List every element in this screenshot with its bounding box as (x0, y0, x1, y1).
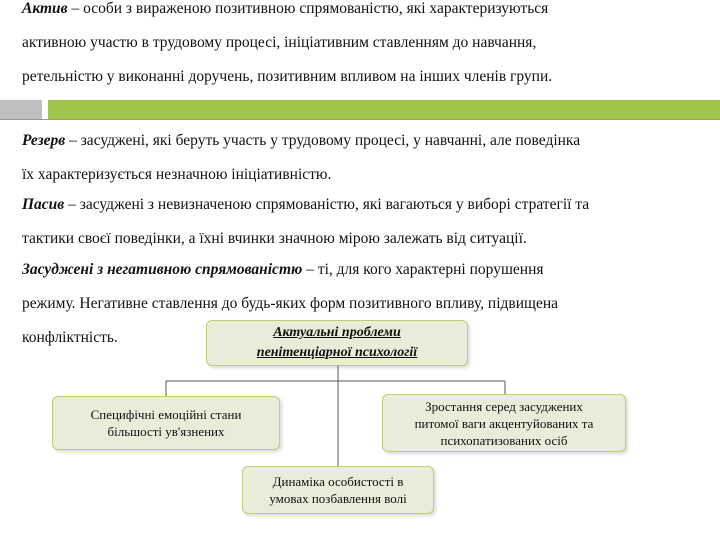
text-line: конфліктність. (22, 329, 118, 346)
text-line: – ті, для кого характерні порушення (306, 261, 544, 278)
text-line: – засуджені з невизначеною спрямованістю, які вагаються у виборі стратегії та (68, 196, 590, 213)
term-aktyv: Актив (22, 0, 68, 17)
box-text-line: питомої ваги акцентуйованих та (414, 415, 594, 431)
box-text-line: умовах позбавлення волі (269, 491, 407, 506)
term-pasyv: Пасив (22, 196, 65, 213)
text-line: режиму. Негативне ставлення до будь-яких форм позитивного впливу, підвищена (22, 295, 559, 312)
diagram-box-accentuated (382, 394, 626, 452)
diagram-title-line: Актуальні проблеми (273, 325, 401, 340)
diagram-box-personality-dynamics (242, 466, 434, 514)
box-text-line: Зростання серед засуджених (425, 398, 583, 414)
text-line: тактики своєї поведінки, а їхні вчинки значною мірою залежать від ситуації. (22, 230, 527, 247)
box-text-line: психопатизованих осіб (440, 432, 568, 448)
text-line: ретельністю у виконанні доручень, позитивним впливом на інших членів групи. (22, 68, 553, 85)
diagram-title-line: пенітенціарної психології (256, 345, 418, 360)
text-line: – засуджені, які беруть участь у трудовому процесі, у навчанні, але поведінка (69, 132, 581, 149)
box-text-line: Динаміка особистості в (272, 474, 404, 489)
diagram-title-box (206, 320, 468, 366)
box-text-line: більшості ув'язнених (107, 424, 225, 439)
term-negative: Засуджені з негативною спрямованістю (22, 261, 303, 278)
diagram-box-emotional-states (52, 396, 280, 450)
box-text-line: Специфічні емоційні стани (90, 407, 242, 422)
term-rezerv: Резерв (22, 132, 66, 149)
text-line: їх характеризується незначною ініціативністю. (22, 166, 332, 183)
text-line: – особи з вираженою позитивною спрямованістю, які характеризуються (71, 0, 549, 17)
text-line: активною участю в трудовому процесі, ініціативним ставленням до навчання, (22, 34, 537, 51)
